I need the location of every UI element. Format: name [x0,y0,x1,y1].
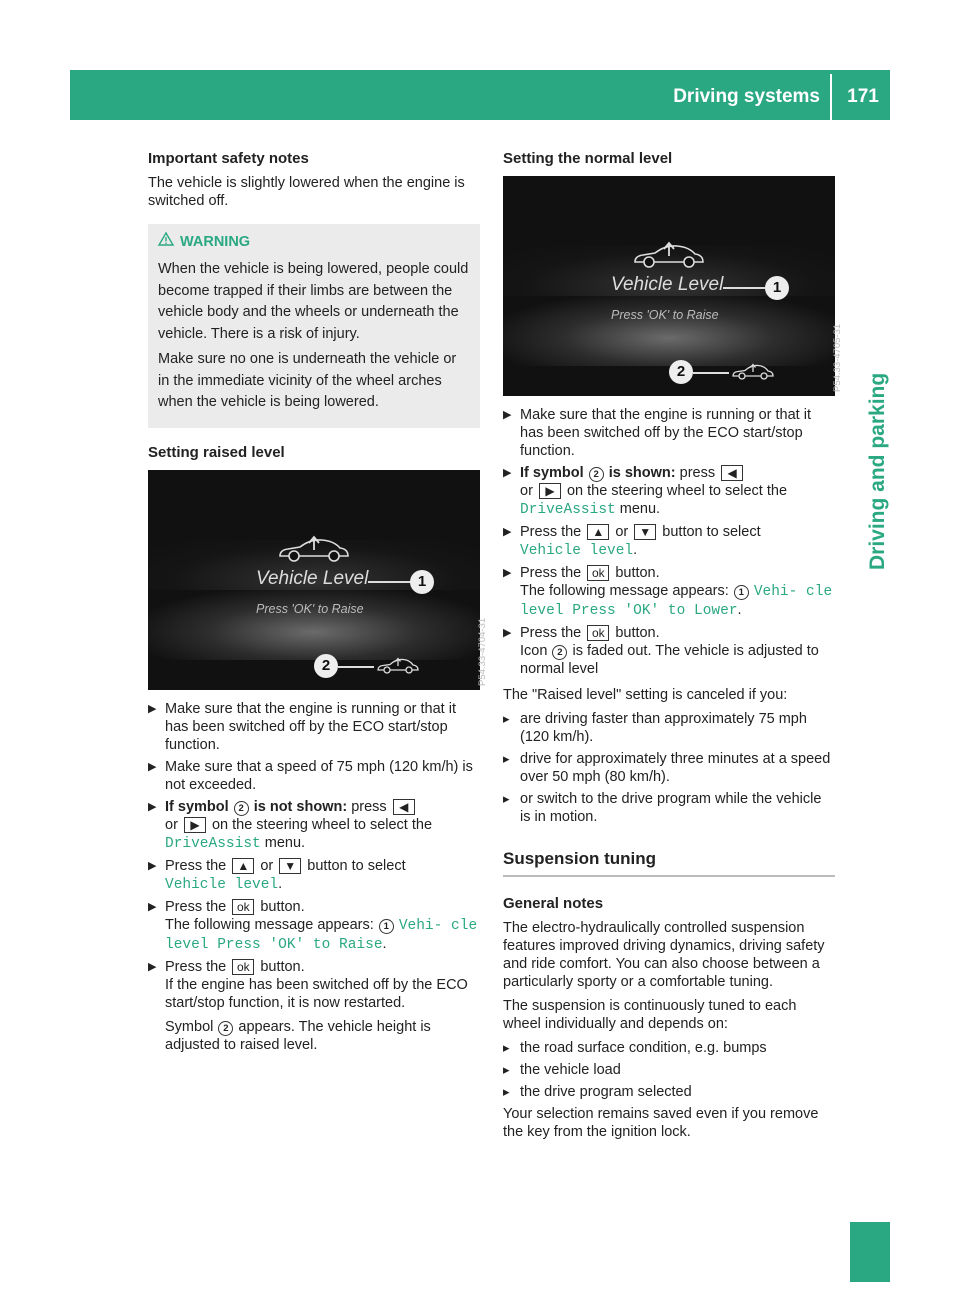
step-text: Make sure that a speed of 75 mph (120 km/h) is not exceeded. [165,758,473,793]
ok-key-icon: ok [587,625,609,641]
callout-line-2 [693,372,729,374]
step: ▶ Press the ok button. The following message appears: 1 Vehi‐ cle level Press 'OK' to Raise. [148,898,480,954]
left-column [148,150,488,1060]
ok-key-icon: ok [232,899,254,915]
page-section-title: Driving systems [673,86,820,107]
cancel-intro: The "Raised level" setting is canceled if you: [503,687,788,703]
warning-box [148,224,480,428]
press-ok-hint: Press 'OK' to Raise [256,601,364,616]
raised-level-title: Setting raised level [148,443,285,461]
callout-line-2 [338,666,374,668]
safety-text: The vehicle is slightly lowered when the engine is switched off. [148,175,465,209]
callout-badge-1: 1 [765,276,789,300]
right-column [503,150,843,1147]
display-message: Vehi‐ cle level Press 'OK' to Lower [520,584,833,619]
page-number: 171 [847,86,879,107]
step: ▶ Press the ▲ or ▼ button to select Vehicle level. [148,857,480,894]
callout-badge-1: 1 [410,570,434,594]
warning-triangle-icon [158,232,174,246]
right-arrow-key-icon: ▶ [539,483,561,499]
side-tab [843,310,889,570]
figure-code-text: P54.33-4705-31 [832,323,843,392]
ok-key-icon: ok [587,565,609,581]
step-text: button. [615,625,660,641]
step-text: appears. The vehicle height is adjusted to raised level. [165,1018,431,1053]
step-text: Press the [165,857,227,874]
vehicle-level-label: Vehicle Level [256,567,369,589]
step-bold: is shown: [608,465,676,481]
menu-name: DriveAssist [165,835,261,852]
side-tab-label: Driving and parking [866,372,889,570]
step [503,406,835,460]
left-arrow-key-icon: ◀ [393,799,415,815]
step-text: press [351,798,387,815]
warning-label: WARNING [180,234,251,250]
down-arrow-key-icon: ▼ [634,524,656,540]
down-arrow-key-icon: ▼ [279,858,301,874]
step-text: or [615,524,629,540]
callout-line-1 [723,287,767,289]
list-item: ▸ are driving faster than approximately 75 mph (120 km/h). [503,710,835,746]
left-arrow-key-icon: ◀ [721,465,743,481]
step-text: button to select [662,524,761,540]
safety-title: Important safety notes [148,150,309,167]
car-raise-icon [276,534,352,566]
general-notes-title: General notes [503,895,604,912]
header-divider [830,74,832,120]
step [503,624,835,678]
step [148,958,480,1054]
figure-code [819,302,843,392]
list-item: ▸ or switch to the drive program while the vehicle is in motion. [503,790,835,826]
step-text: If the engine has been switched off by the ECO start/stop function, it is now restarted. [165,976,468,1011]
step: ▶ Press the ▲ or ▼ button to select Vehicle level. [503,523,835,560]
step-text: on the steering wheel to select the [211,816,433,833]
step [148,758,480,794]
step-text: Press the [520,625,582,641]
step [503,464,835,519]
list-item: ▸ the drive program selected [503,1083,835,1101]
vehicle-level-label: Vehicle Level [611,274,724,295]
suspension-tuning-heading: Suspension tuning [503,850,835,877]
raised-level-display-image [148,470,488,690]
step-text: Press the [520,524,582,540]
list-item: ▸ drive for approximately three minutes at a speed over 50 mph (80 km/h). [503,750,835,786]
step-text: or [165,816,178,833]
symbol-2-icon: 2 [218,1021,233,1036]
symbol-2-icon: 2 [552,645,567,660]
press-ok-hint: Press 'OK' to Raise [611,308,719,322]
step-text: or [520,483,533,499]
ok-key-icon: ok [232,959,254,975]
menu-name: DriveAssist [520,502,616,518]
step [148,798,480,853]
display-message: Vehi‐ cle level Press 'OK' to Raise [165,917,478,953]
up-arrow-key-icon: ▲ [587,524,609,540]
step-text: on the steering wheel to select the [566,483,788,499]
step-text: button. [615,565,660,581]
step-text: Make sure that the engine is running or that it has been switched off by the ECO start/stop function. [520,407,811,459]
step-text: menu. [264,834,306,851]
car-small-icon [376,656,420,676]
car-small-icon [731,362,775,382]
menu-item: Vehicle level [165,876,279,893]
warning-text-1: When the vehicle is being lowered, people could become trapped if their limbs are between the vehicle body and the wheels or underneath the vehicle. There is a risk of injury. [158,261,469,342]
step-text: button. [260,898,305,915]
general-text-3: Your selection remains saved even if you remove the key from the ignition lock. [503,1106,819,1140]
side-tab-marker [850,1222,890,1282]
step-text: The following message appears: [165,916,374,933]
warning-header [158,232,470,251]
car-raise-icon [631,240,707,272]
step-text: menu. [619,501,661,517]
symbol-2-icon: 2 [589,467,604,482]
callout-badge-2: 2 [669,360,693,384]
warning-text-2: Make sure no one is underneath the vehicle or in the immediate vicinity of the wheel arches when the vehicle is being lowered. [158,351,457,410]
step-text: button. [260,958,305,975]
up-arrow-key-icon: ▲ [232,858,254,874]
symbol-1-icon: 1 [734,585,749,600]
step-bold: is not shown: [253,798,348,815]
list-item: ▸ the road surface condition, e.g. bumps [503,1039,835,1057]
general-text-2: The suspension is continuously tuned to each wheel individually and depends on: [503,998,797,1032]
step-text: Symbol [165,1018,214,1035]
step [148,700,480,754]
step-bold: If symbol [165,798,229,815]
symbol-2-icon: 2 [234,801,249,816]
figure-code-text: P54.33-4704-31 [477,617,488,686]
step: ▶ Press the ok button. The following message appears: 1 Vehi‐ cle level Press 'OK' to Lower. [503,564,835,620]
step-text: Make sure that the engine is running or that it has been switched off by the ECO start/stop function. [165,700,456,753]
step-text: Icon [520,643,548,659]
step-note [165,1018,480,1054]
menu-item: Vehicle level [520,543,634,559]
step-text: Press the [165,898,227,915]
callout-badge-2: 2 [314,654,338,678]
step-text: button to select [307,857,406,874]
step-text: The following message appears: [520,583,729,599]
callout-line-1 [368,581,412,583]
step-text: Press the [520,565,582,581]
normal-level-display-image [503,176,843,396]
step-text: press [679,465,716,481]
general-text-1: The electro-hydraulically controlled suspension features improved driving dynamics, driving safety and ride comfort. You can also choose between a particularly sporty or a comfortable tuning. [503,920,825,990]
step-text: or [260,857,274,874]
normal-level-title: Setting the normal level [503,150,673,167]
step-text: is faded out. The vehicle is adjusted to normal level [520,643,819,677]
step-bold: If symbol [520,465,584,481]
figure-code [464,596,488,686]
step-text: Press the [165,958,227,975]
right-arrow-key-icon: ▶ [184,817,206,833]
symbol-1-icon: 1 [379,919,394,934]
list-item: ▸ the vehicle load [503,1061,835,1079]
